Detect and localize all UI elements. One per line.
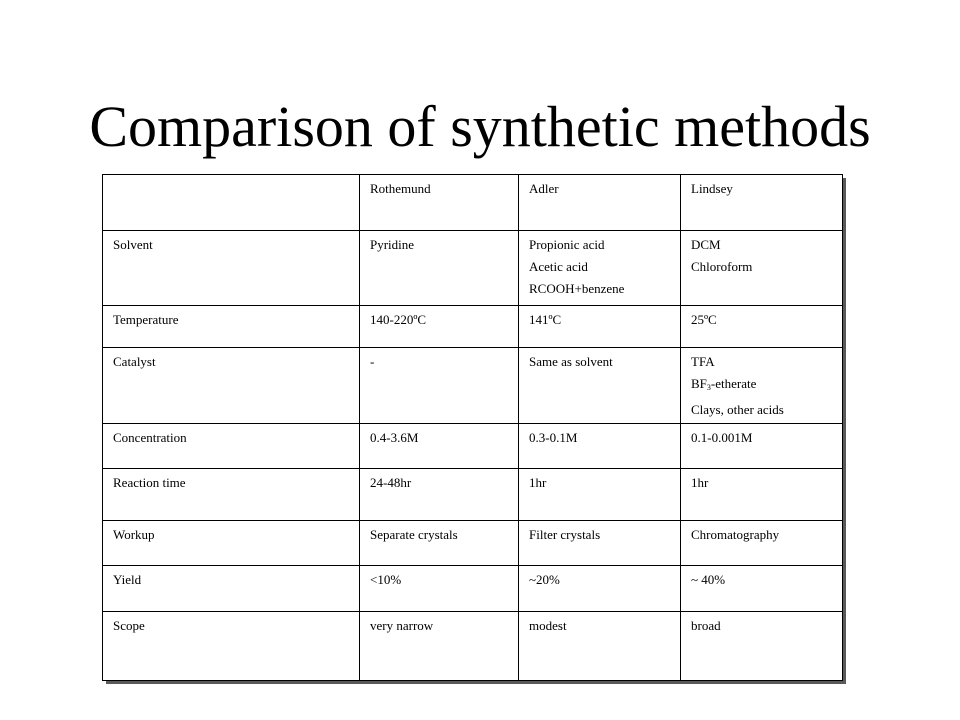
cell-line: Acetic acid bbox=[529, 259, 588, 274]
table-row-scope bbox=[103, 612, 843, 681]
cell-line: Chloroform bbox=[691, 259, 753, 274]
cell-line: RCOOH+benzene bbox=[529, 281, 625, 296]
table-row-solvent bbox=[103, 231, 843, 306]
table-cell bbox=[681, 231, 843, 306]
table-row-temperature bbox=[103, 306, 843, 348]
cell-line: Pyridine bbox=[370, 237, 415, 252]
header-cell-lindsey: Lindsey bbox=[681, 175, 843, 231]
table-cell: 141ºC bbox=[519, 306, 681, 348]
table-row-workup bbox=[103, 521, 843, 566]
comparison-table-container bbox=[102, 174, 842, 680]
row-label: Catalyst bbox=[103, 348, 360, 424]
table-cell: Separate crystals bbox=[360, 521, 519, 566]
cell-line-bf3: $BF_3$-etherate bbox=[691, 376, 757, 392]
table-cell: 0.1-0.001M bbox=[681, 424, 843, 469]
cell-line: Clays, other acids bbox=[691, 402, 784, 417]
table-cell: - bbox=[360, 348, 519, 424]
table-cell: 0.3-0.1M bbox=[519, 424, 681, 469]
row-label: Temperature bbox=[103, 306, 360, 348]
table-row-yield bbox=[103, 566, 843, 612]
table-cell: 24-48hr bbox=[360, 469, 519, 521]
slide-title: Comparison of synthetic methods bbox=[89, 94, 871, 159]
table-row-catalyst bbox=[103, 348, 843, 424]
table-cell: ~ 40% bbox=[681, 566, 843, 612]
table-cell bbox=[519, 231, 681, 306]
table-cell: Filter crystals bbox=[519, 521, 681, 566]
table-row-concentration bbox=[103, 424, 843, 469]
header-cell-rothemund: Rothemund bbox=[360, 175, 519, 231]
table-cell: modest bbox=[519, 612, 681, 681]
comparison-table bbox=[102, 174, 843, 681]
table-row-reaction-time bbox=[103, 469, 843, 521]
table-cell: 1hr bbox=[681, 469, 843, 521]
cell-line: TFA bbox=[691, 354, 715, 369]
table-header-row bbox=[103, 175, 843, 231]
table-cell: <10% bbox=[360, 566, 519, 612]
table-cell: ~20% bbox=[519, 566, 681, 612]
table-cell: very narrow bbox=[360, 612, 519, 681]
header-cell-empty bbox=[103, 175, 360, 231]
table-cell: 0.4-3.6M bbox=[360, 424, 519, 469]
row-label: Scope bbox=[103, 612, 360, 681]
cell-line: DCM bbox=[691, 237, 721, 252]
row-label: Concentration bbox=[103, 424, 360, 469]
table-cell: Same as solvent bbox=[519, 348, 681, 424]
row-label: Workup bbox=[103, 521, 360, 566]
table-cell bbox=[681, 348, 843, 424]
row-label: Solvent bbox=[103, 231, 360, 306]
header-cell-adler: Adler bbox=[519, 175, 681, 231]
table-cell bbox=[360, 231, 519, 306]
subscript-3: 3 bbox=[706, 383, 711, 392]
row-label: Reaction time bbox=[103, 469, 360, 521]
row-label: Yield bbox=[103, 566, 360, 612]
table-cell: Chromatography bbox=[681, 521, 843, 566]
table-cell: 140-220ºC bbox=[360, 306, 519, 348]
table-cell: 25ºC bbox=[681, 306, 843, 348]
table-cell: broad bbox=[681, 612, 843, 681]
table-cell: 1hr bbox=[519, 469, 681, 521]
cell-line: Propionic acid bbox=[529, 237, 605, 252]
